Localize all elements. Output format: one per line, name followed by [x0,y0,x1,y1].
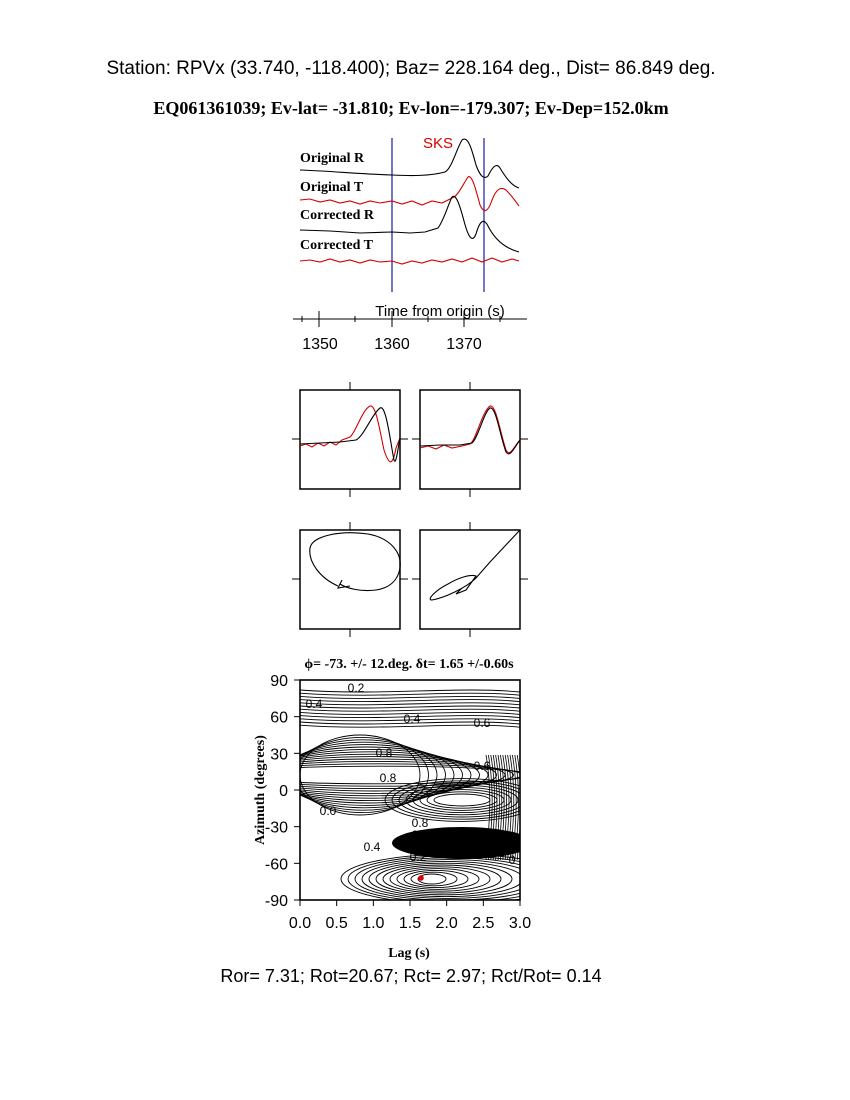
trace-label-original-r: Original R [300,151,365,166]
panel-frame [420,530,520,629]
contour-line [300,693,520,695]
contour-line [434,794,490,806]
azimuth-tick-label: -30 [264,819,288,837]
contour-line [397,869,479,890]
contour-label: 0.4 [403,712,421,726]
contour-line [300,696,520,698]
azimuth-tick-label: -90 [264,893,288,910]
seismogram-traces-panel [293,135,527,353]
contour-line [376,863,512,895]
contour-label: 0.2 [347,681,365,695]
contour-label: 0.6 [411,828,429,842]
lag-tick-label: 0.5 [325,915,348,932]
particle-motion-path [430,530,520,600]
azimuth-tick-label: 60 [270,709,288,727]
grid-title: ϕ= -73. +/- 12.deg. δt= 1.65 +/-0.60s [304,657,514,672]
azimuth-tick-label: 30 [270,746,288,764]
lag-tick-label: 1.0 [362,915,385,932]
contour-line [300,703,520,705]
waveform-compare-corrected [412,382,528,497]
panel-frame [420,390,520,489]
trace-label-corrected-r: Corrected R [300,208,374,223]
contour-line [383,865,501,893]
azimuth-tick-label: 0 [279,783,288,800]
contour-line [300,700,520,702]
lag-tick-label: 3.0 [508,915,532,932]
trace-label-corrected-t: Corrected T [300,238,373,253]
ratio-summary: Ror= 7.31; Rot=20.67; Rct= 2.97; Rct/Rot= 0.14 [220,966,602,986]
contour-label: 0.6 [473,759,491,773]
contour-line [355,858,545,900]
contour-line [420,790,504,811]
azimuth-tick-label: 90 [270,673,288,690]
waveform-compare-original [292,382,408,497]
phase-label: SKS [422,135,454,152]
contour-label: 0.8 [379,771,397,785]
contour-line [300,709,520,711]
lag-tick-label: 0.0 [288,915,312,932]
contour-label: 0.2 [409,850,427,864]
lag-tick-label: 2.5 [472,915,495,932]
trace-corrected-t [300,258,519,264]
contour-line [404,870,468,887]
lag-tick-label: 2.0 [435,915,458,932]
contour-line [413,787,511,812]
contour-label: 0.8 [411,816,429,830]
time-tick-label: 1370 [446,336,482,353]
particle-motion-original [292,522,408,637]
contour-line [300,706,520,708]
grid-search-panel [229,657,568,961]
panel-frame [300,390,400,489]
azimuth-tick-label: -60 [264,856,288,874]
particle-motion-corrected [412,522,528,637]
contour-line [300,690,520,692]
contour-label: 0.4 [305,697,323,711]
contour-label: 0.4 [464,839,482,853]
contour-label: 0.0 [319,804,337,818]
grid-xlabel: Lag (s) [388,946,430,961]
contour-label: 0 [508,853,516,867]
grid-ylabel: Azimuth (degrees) [253,735,268,845]
event-header: EQ061361039; Ev-lat= -31.810; Ev-lon=-179.307; Ev-Dep=152.0km [153,98,669,118]
station-header: Station: RPVx (33.740, -118.400); Baz= 228.164 deg., Dist= 86.849 deg. [106,58,716,79]
time-tick-label: 1360 [374,336,410,353]
time-axis-label: Time from origin (s) [375,303,505,320]
particle-motion-path [310,533,400,591]
lag-tick-label: 1.5 [398,915,422,932]
trace-label-original-t: Original T [300,180,364,195]
lag-axis [289,900,531,932]
contour-label: 0.8 [375,746,393,760]
panel-frame [300,530,400,629]
best-fit-marker [418,875,424,881]
time-tick-label: 1350 [302,336,338,353]
azimuth-axis [265,673,300,910]
contour-label: 0.4 [363,840,381,854]
contour-label: 0.6 [473,716,491,730]
